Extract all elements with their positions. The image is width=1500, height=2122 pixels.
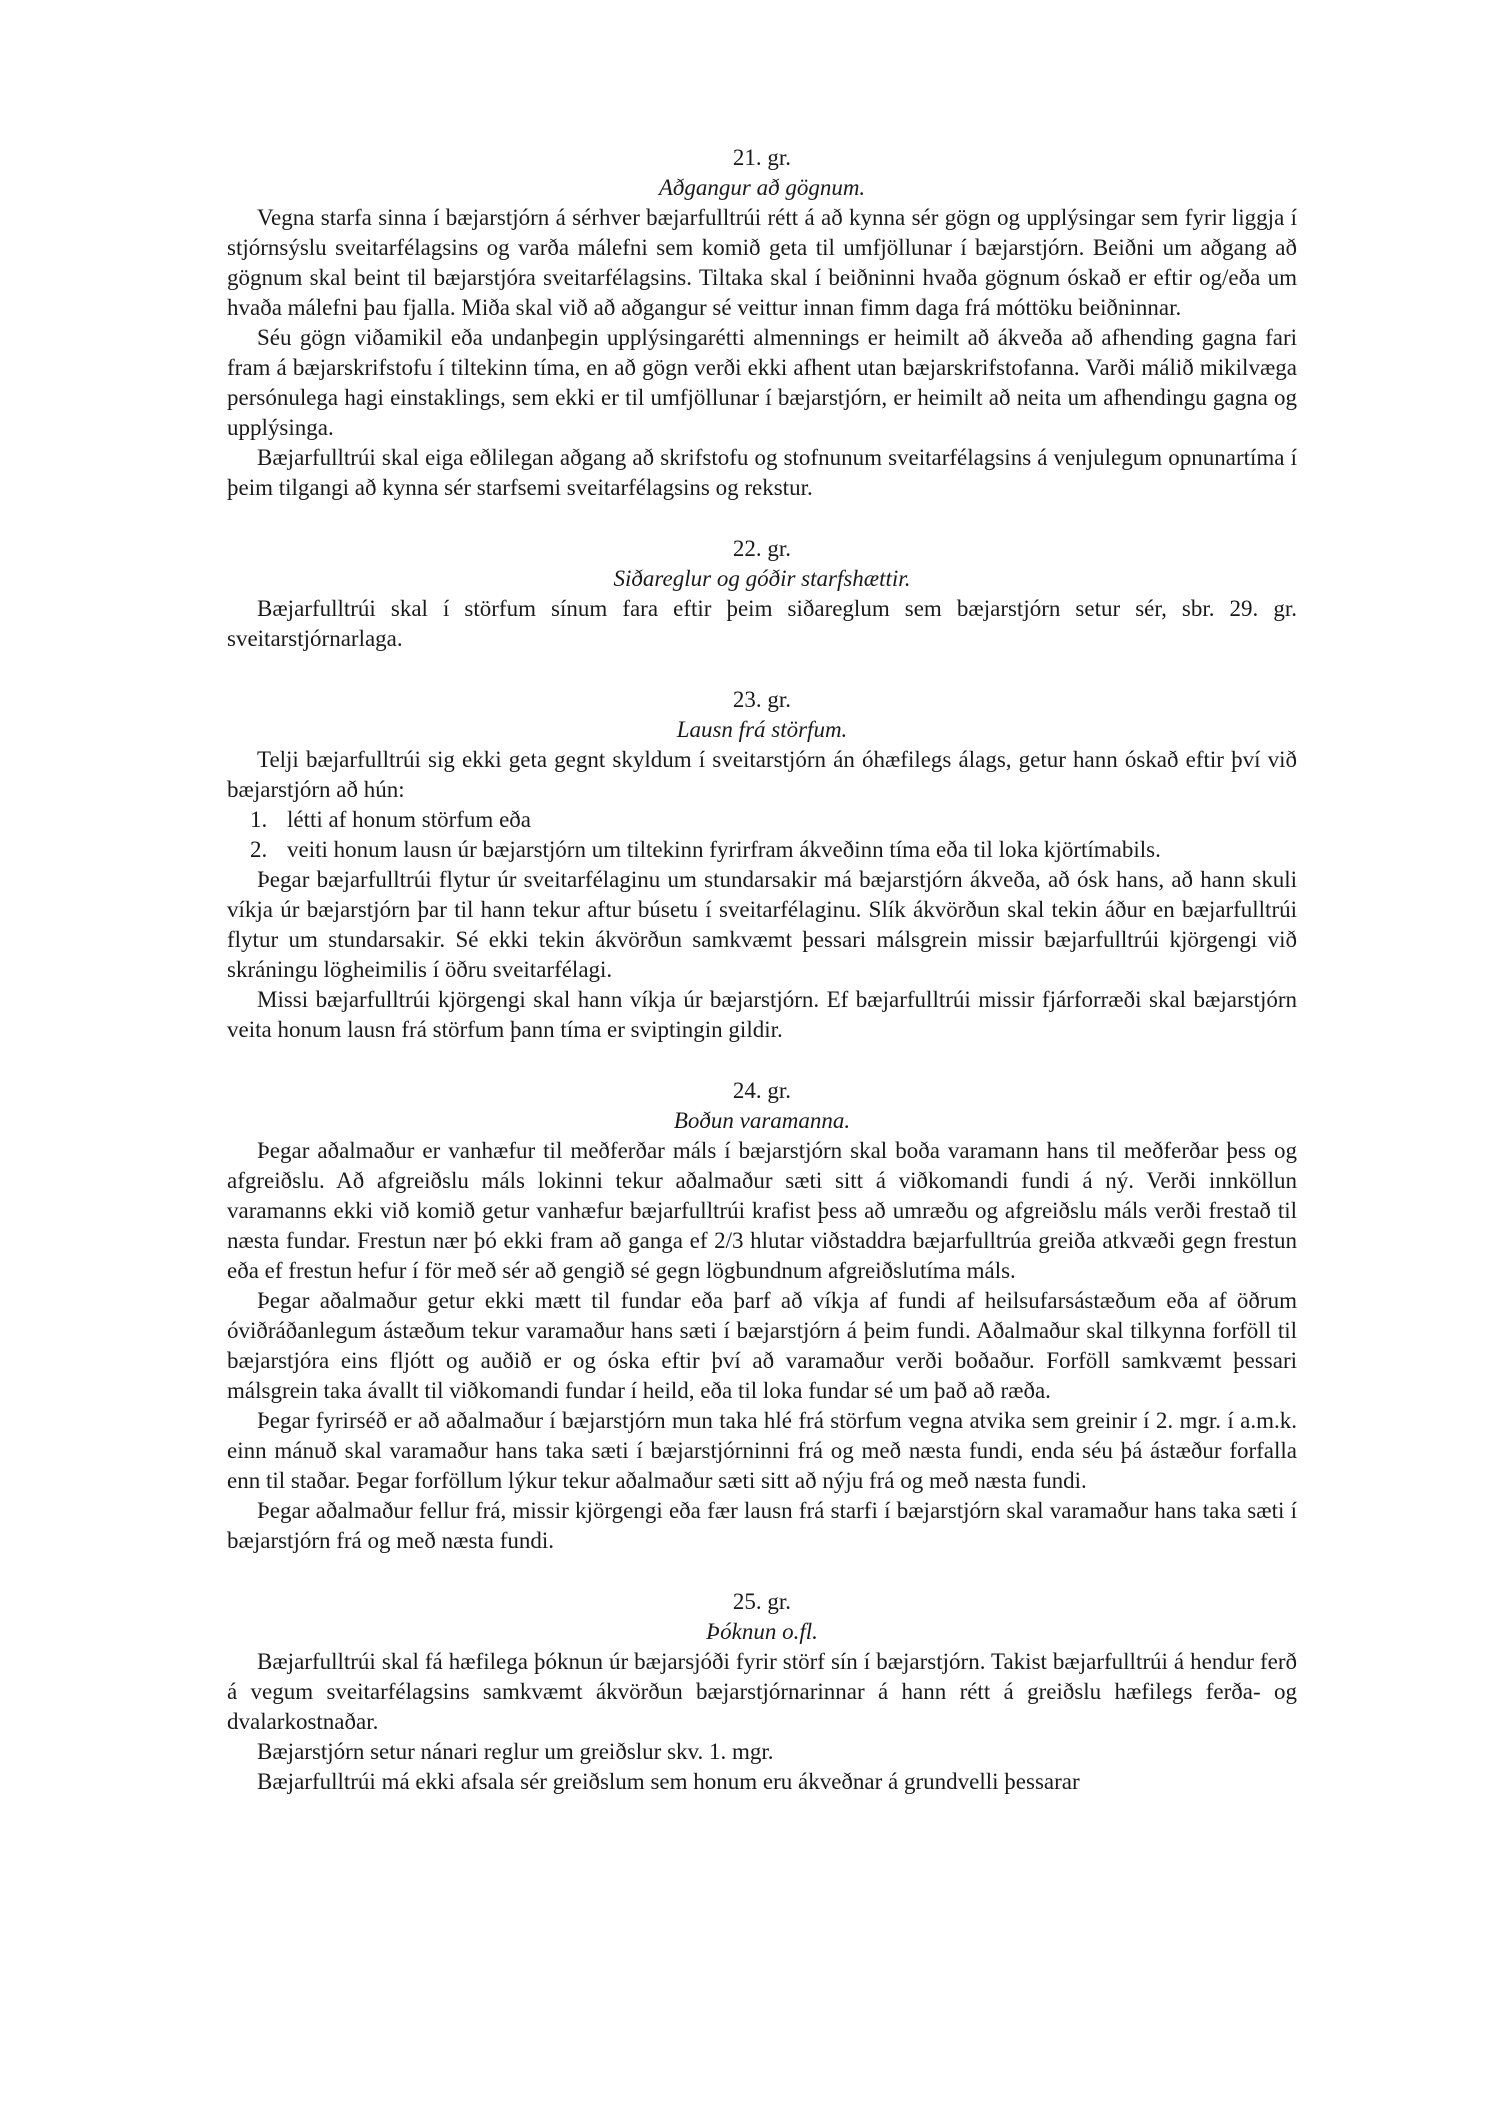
paragraph: Bæjarfulltrúi skal fá hæfilega þóknun úr bæjarsjóði fyrir störf sín í bæjarstjórn. Takist bæjarfulltrúi á hendur ferð á vegum sveitarfélagsins samkvæmt ákvörðun bæjarstjórnarinnar á hann rétt á greiðslu hæfilegs ferða- og dvalarkostnaðar. — [227, 1649, 1297, 1734]
list-item-number: 2. — [250, 837, 268, 862]
article-title: Lausn frá störfum. — [676, 717, 848, 742]
paragraph: Þegar aðalmaður getur ekki mætt til fundar eða þarf að víkja af fundi af heilsufarsástæðum eða af öðrum óviðráðanlegum ástæðum tekur varamaður hans sæti í bæjarstjórn á þeim fundi. Aðalmaður skal tilkynna forföll til bæjarstjóra eins fljótt og auðið er og óska eftir því að varamaður verði boðaður. Forföll samkvæmt þessari málsgrein taka ávallt til viðkomandi fundar í heild, eða til loka fundar sé um það að ræða. — [227, 1288, 1297, 1403]
list-item — [250, 835, 1297, 865]
paragraph: Séu gögn viðamikil eða undanþegin upplýsingarétti almennings er heimilt að ákveða að afhending gagna fari fram á bæjarskrifstofu í tiltekinn tíma, en að gögn verði ekki afhent utan bæjarskrifstofanna. Varði málið mikilvæga persónulega hagi einstaklings, sem ekki er til umfjöllunar í bæjarstjórn, er heimilt að neita um afhendingu gagna og upplýsinga. — [227, 325, 1297, 440]
paragraph: Bæjarfulltrúi skal í störfum sínum fara eftir þeim siðareglum sem bæjarstjórn setur sér, sbr. 29. gr. sveitarstjórnarlaga. — [227, 596, 1297, 651]
article-title: Þóknun o.fl. — [706, 1619, 818, 1644]
list-item-text: létti af honum störfum eða — [287, 807, 531, 832]
article-title: Boðun varamanna. — [673, 1108, 851, 1133]
article-23 — [227, 685, 1297, 1045]
article-number: 22. gr. — [732, 536, 792, 561]
paragraph: Bæjarfulltrúi má ekki afsala sér greiðslum sem honum eru ákveðnar á grundvelli þessarar — [257, 1769, 1080, 1794]
list-item — [250, 805, 1297, 835]
paragraph: Bæjarstjórn setur nánari reglur um greiðslur skv. 1. mgr. — [257, 1739, 774, 1764]
article-number: 23. gr. — [732, 687, 792, 712]
numbered-list — [227, 805, 1297, 865]
article-25 — [227, 1587, 1297, 1797]
paragraph: Bæjarfulltrúi skal eiga eðlilegan aðgang að skrifstofu og stofnunum sveitarfélagsins á venjulegum opnunartíma í þeim tilgangi að kynna sér starfsemi sveitarfélagsins og rekstur. — [227, 445, 1297, 500]
article-number: 25. gr. — [732, 1589, 792, 1614]
paragraph: Þegar fyrirséð er að aðalmaður í bæjarstjórn mun taka hlé frá störfum vegna atvika sem greinir í 2. mgr. í a.m.k. einn mánuð skal varamaður hans taka sæti í bæjarstjórninni frá og með næsta fundi, enda séu þá ástæður forfalla enn til staðar. Þegar forföllum lýkur tekur aðalmaður sæti sitt að nýju frá og með næsta fundi. — [227, 1408, 1297, 1493]
article-number: 24. gr. — [732, 1078, 792, 1103]
list-item-text: veiti honum lausn úr bæjarstjórn um tiltekinn fyrirfram ákveðinn tíma eða til loka kjörtímabils. — [287, 837, 1161, 862]
paragraph: Telji bæjarfulltrúi sig ekki geta gegnt skyldum í sveitarstjórn án óhæfilegs álags, getur hann óskað eftir því við bæjarstjórn að hún: — [227, 747, 1297, 802]
paragraph: Vegna starfa sinna í bæjarstjórn á sérhver bæjarfulltrúi rétt á að kynna sér gögn og upplýsingar sem fyrir liggja í stjórnsýslu sveitarfélagsins og varða málefni sem komið geta til umfjöllunar í bæjarstjórn. Beiðni um aðgang að gögnum skal beint til bæjarstjóra sveitarfélagsins. Tiltaka skal í beiðninni hvaða gögnum óskað er eftir og/eða um hvaða málefni þau fjalla. Miða skal við að aðgangur sé veittur innan fimm daga frá móttöku beiðninnar. — [227, 205, 1297, 320]
list-item-number: 1. — [250, 807, 268, 832]
paragraph: Þegar aðalmaður fellur frá, missir kjörgengi eða fær lausn frá starfi í bæjarstjórn skal varamaður hans taka sæti í bæjarstjórn frá og með næsta fundi. — [227, 1498, 1297, 1553]
article-title: Siðareglur og góðir starfshættir. — [613, 566, 911, 591]
paragraph: Þegar aðalmaður er vanhæfur til meðferðar máls í bæjarstjórn skal boða varamann hans til meðferðar þess og afgreiðslu. Að afgreiðslu máls lokinni tekur aðalmaður sæti sitt á viðkomandi fundi á ný. Verði innköllun varamanns ekki við komið getur vanhæfur bæjarfulltrúi krafist þess að umræðu og afgreiðslu máls verði frestað til næsta fundar. Frestun nær þó ekki fram að ganga ef 2/3 hlutar viðstaddra bæjarfulltrúa greiða atkvæði gegn frestun eða ef frestun hefur í för með sér að gengið sé gegn lögbundnum afgreiðslutíma máls. — [227, 1138, 1297, 1283]
article-title: Aðgangur að gögnum. — [658, 175, 866, 200]
article-24 — [227, 1076, 1297, 1556]
paragraph: Missi bæjarfulltrúi kjörgengi skal hann víkja úr bæjarstjórn. Ef bæjarfulltrúi missir fjárforræði skal bæjarstjórn veita honum lausn frá störfum þann tíma er sviptingin gildir. — [227, 987, 1297, 1042]
article-22 — [227, 534, 1297, 654]
article-21 — [227, 143, 1297, 503]
paragraph: Þegar bæjarfulltrúi flytur úr sveitarfélaginu um stundarsakir má bæjarstjórn ákveða, að ósk hans, að hann skuli víkja úr bæjarstjórn þar til hann tekur aftur búsetu í sveitarfélaginu. Slík ákvörðun skal tekin áður en bæjarfulltrúi flytur um stundarsakir. Sé ekki tekin ákvörðun samkvæmt þessari málsgrein missir bæjarfulltrúi kjörgengi við skráningu lögheimilis í öðru sveitarfélagi. — [227, 867, 1297, 982]
document-body — [227, 143, 1297, 1828]
article-number: 21. gr. — [732, 145, 792, 170]
